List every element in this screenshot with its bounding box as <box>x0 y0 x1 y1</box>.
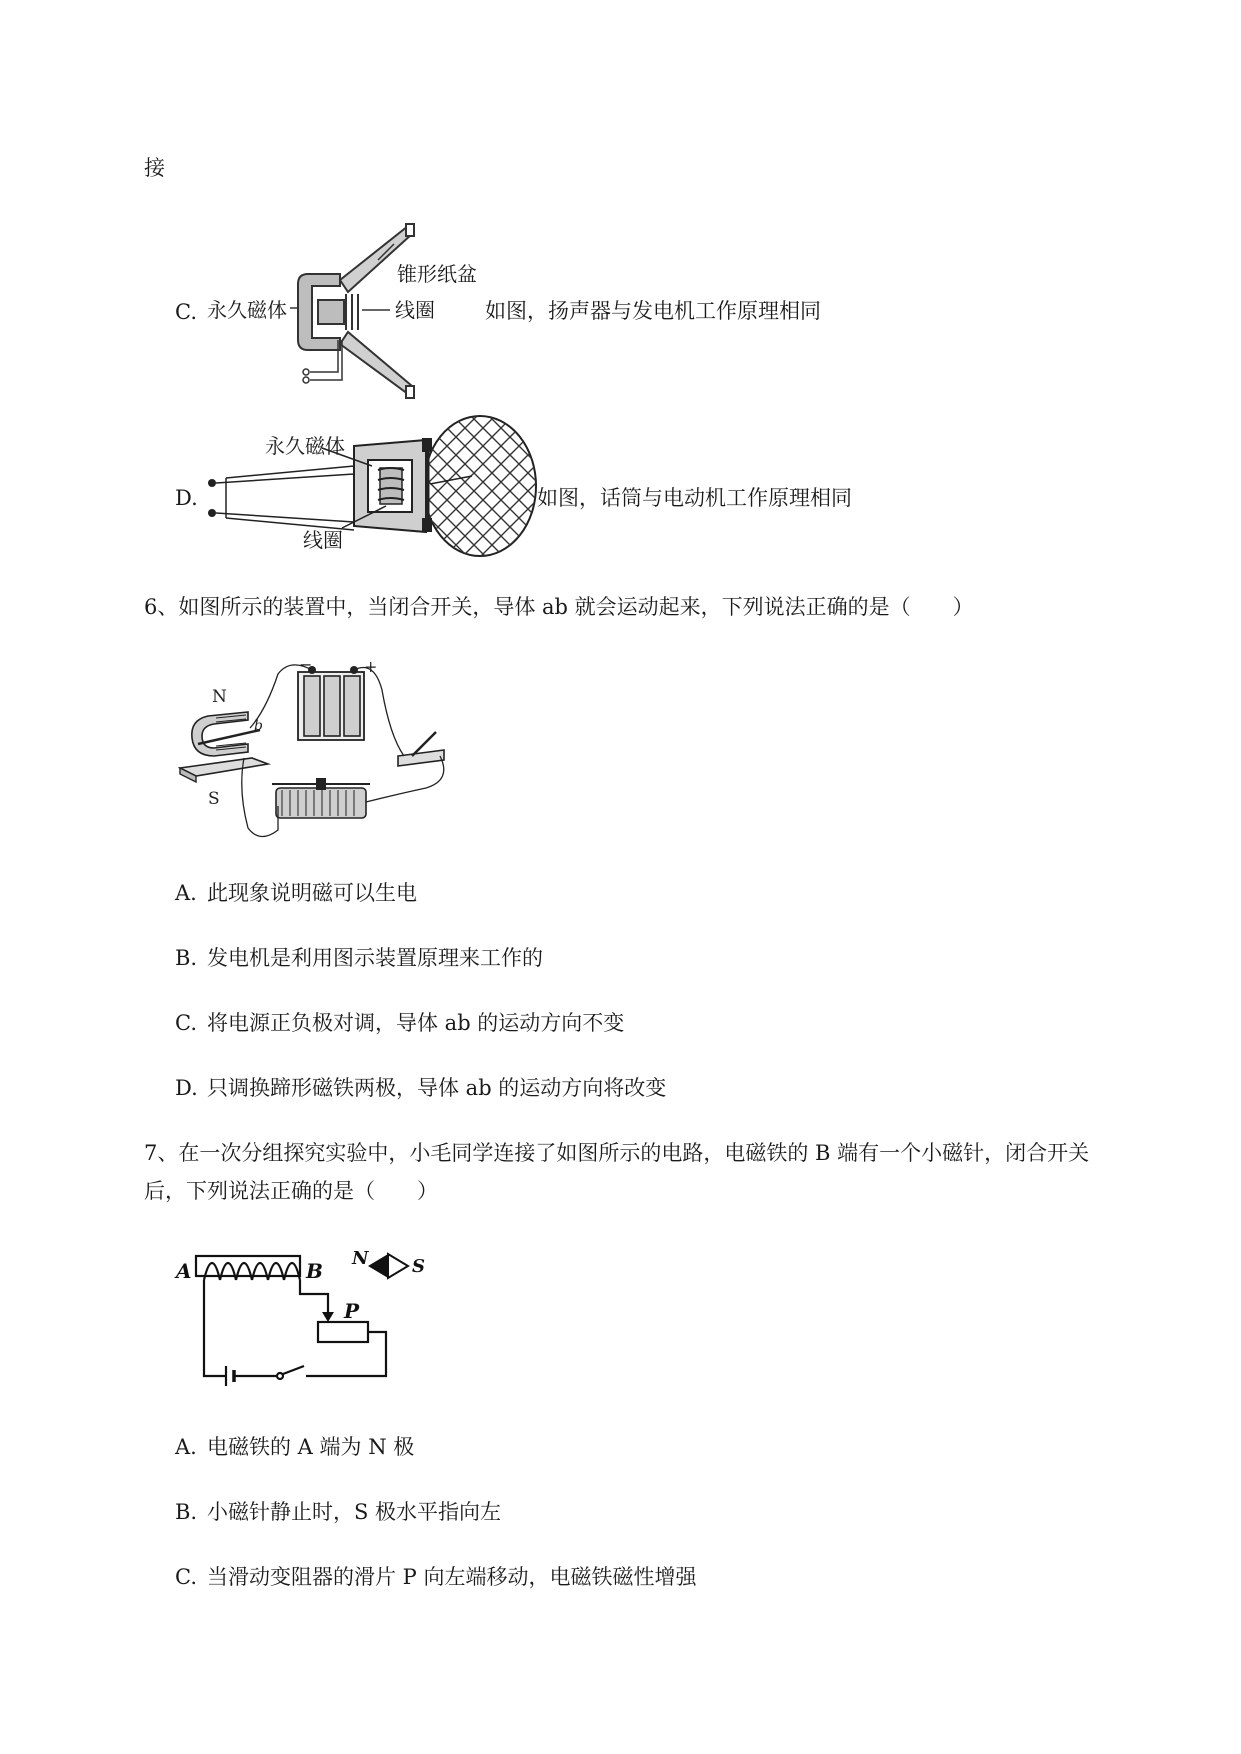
q7-circuit-diagram <box>172 1246 442 1396</box>
mic-coil-label: 线圈 <box>303 528 343 552</box>
q5-option-c-text: 如图，扬声器与发电机工作原理相同 <box>485 299 821 323</box>
electromagnet-a-label: A <box>176 1259 192 1283</box>
q7-option-a-text: 电磁铁的 A 端为 N 极 <box>207 1435 415 1459</box>
q6-option-d-letter: D. <box>175 1076 198 1100</box>
mic-magnet-label: 永久磁体 <box>265 434 345 458</box>
q7-option-b-text: 小磁针静止时，S 极水平指向左 <box>207 1500 502 1524</box>
speaker-coil-label: 线圈 <box>395 298 435 322</box>
q6-option-a-text: 此现象说明磁可以生电 <box>207 881 417 905</box>
q7-stem-line1: 7、在一次分组探究实验中，小毛同学连接了如图所示的电路，电磁铁的 B 端有一个小磁针，闭合开关 <box>144 1141 1090 1165</box>
battery-plus-label: + <box>364 660 378 676</box>
q6-option-c-text: 将电源正负极对调，导体 ab 的运动方向不变 <box>207 1011 625 1035</box>
speaker-cone-label: 锥形纸盆 <box>397 262 477 286</box>
battery-minus-label: − <box>299 660 313 674</box>
q6-option-d-text: 只调换蹄形磁铁两极，导体 ab 的运动方向将改变 <box>207 1076 667 1100</box>
magnet-south-label: S <box>208 789 220 809</box>
q7-option-c-text: 当滑动变阻器的滑片 P 向左端移动，电磁铁磁性增强 <box>207 1565 697 1589</box>
q7-stem-line2: 后，下列说法正确的是（ ） <box>144 1179 438 1203</box>
q6-apparatus-diagram <box>178 660 448 846</box>
q5-option-d-letter: D. <box>175 486 198 510</box>
q6-option-a-letter: A. <box>175 881 197 905</box>
electromagnet-b-label: B <box>306 1259 323 1283</box>
q6-option-b-letter: B. <box>175 946 198 970</box>
q6-stem: 6、如图所示的装置中，当闭合开关，导体 ab 就会运动起来，下列说法正确的是（ ） <box>144 595 974 619</box>
microphone-diagram <box>204 410 538 562</box>
q7-option-a-letter: A. <box>175 1435 197 1459</box>
slider-p-label: P <box>344 1299 360 1323</box>
needle-n-label: N <box>352 1248 369 1269</box>
q5-option-c-letter: C. <box>175 300 197 324</box>
magnet-north-label: N <box>212 687 227 707</box>
conductor-b-label: b <box>254 718 263 734</box>
needle-s-label: S <box>412 1256 425 1277</box>
q5-option-d-text: 如图，话筒与电动机工作原理相同 <box>537 486 852 510</box>
q7-option-b-letter: B. <box>175 1500 198 1524</box>
continued-text-fragment: 接 <box>144 156 165 180</box>
q6-option-c-letter: C. <box>175 1011 197 1035</box>
speaker-magnet-label: 永久磁体 <box>207 298 287 322</box>
q6-option-b-text: 发电机是利用图示装置原理来工作的 <box>207 946 543 970</box>
q7-option-c-letter: C. <box>175 1565 197 1589</box>
